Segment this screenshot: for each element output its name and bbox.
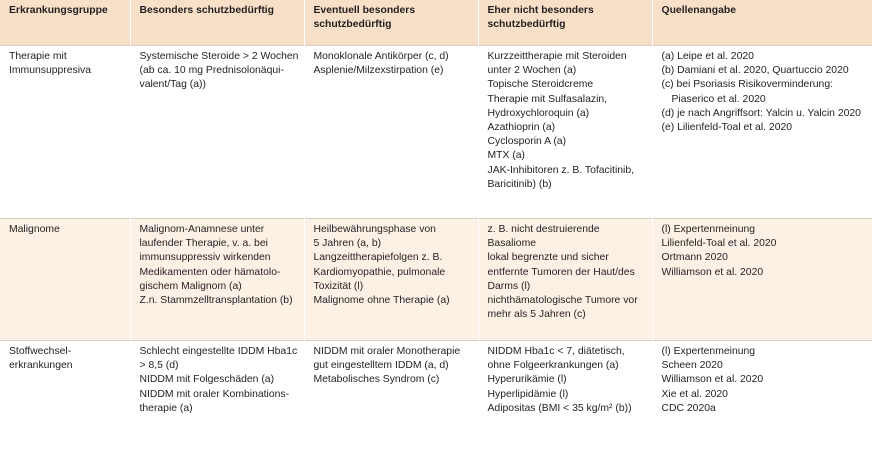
cell-quellen: (l) Expertenmeinung Lilienfeld-Toal et al. 2020 Ortmann 2020 Williamson et al. 2020 <box>661 224 777 278</box>
header-quellenangabe: Quellenangabe <box>661 5 736 16</box>
table-row <box>0 219 872 341</box>
cell-group: Malignome <box>0 219 130 341</box>
cell-quellen: (a) Leipe et al. 2020 (b) Damiani et al. 2020, Quartuccio 2020 (c) bei Psoriasis Risikoverminderung: Piaserico et al. 2020 (d) je nach Angriffsort: Yalcin u. Yalcin 2020 (e) Lilienfeld-Toal et al. 2020 <box>661 51 861 134</box>
cell-eher-nicht: Kurzzeittherapie mit Steroiden unter 2 Wochen (a) Topische Steroidcreme Therapie mit Sulfasalazin, Hydroxychloroquin (a) Azathioprin (a) Cyclosporin A (a) MTX (a) JAK-Inhibitoren z. B. Tofacitinib, Baricitinib) (b) <box>478 46 652 219</box>
header-eher-nicht: Eher nicht besonders schutzbedürftig <box>478 0 652 46</box>
table-header-row <box>0 0 872 46</box>
cell-eher-nicht: NIDDM Hba1c < 7, diätetisch, ohne Folgeerkrankungen (a) Hyperurikämie (l) Hyperlipidämie (l) Adipositas (BMI < 35 kg/m² (b)) <box>478 341 652 431</box>
cell-eher-nicht: z. B. nicht destruierende Basaliome lokal begrenzte und sicher entfernte Tumoren der Haut/des Darms (l) nichthämatologische Tumore vor mehr als 5 Jahren (c) <box>478 219 652 341</box>
cell-besonders: Schlecht eingestellte IDDM Hba1c > 8,5 (d) NIDDM mit Folgeschäden (a) NIDDM mit oraler Kombinations- therapie (a) <box>130 341 304 431</box>
table-row <box>0 341 872 431</box>
header-eventuell: Eventuell besonders schutzbedürftig <box>304 0 478 46</box>
cell-besonders: Malignom-Anamnese unter laufender Therapie, v. a. bei immunsuppressiv wirkenden Medikamenten oder hämatolo- gischem Malignom (a) Z.n. Stammzelltransplantation (b) <box>130 219 304 341</box>
cell-quellen: (l) Expertenmeinung Scheen 2020 Williamson et al. 2020 Xie et al. 2020 CDC 2020a <box>661 346 764 414</box>
cell-besonders: Systemische Steroide > 2 Wochen (ab ca. 10 mg Prednisolonäqui- valent/Tag (a)) <box>130 46 304 219</box>
cell-eventuell: NIDDM mit oraler Monotherapie gut eingestelltem IDDM (a, d) Metabolisches Syndrom (c) <box>304 341 478 431</box>
table-row <box>0 46 872 219</box>
header-erkrankungsgruppe: Erkrankungsgruppe <box>0 0 130 46</box>
cell-group: Therapie mit Immunsuppresiva <box>0 46 130 219</box>
cell-group: Stoffwechsel- erkrankungen <box>0 341 130 431</box>
header-besonders: Besonders schutzbedürftig <box>130 0 304 46</box>
cell-eventuell: Heilbewährungsphase von 5 Jahren (a, b) Langzeittherapiefolgen z. B. Kardiomyopathie, pulmonale Toxizität (l) Malignome ohne Therapie (a) <box>304 219 478 341</box>
cell-eventuell: Monoklonale Antikörper (c, d) Asplenie/Milzexstirpation (e) <box>304 46 478 219</box>
